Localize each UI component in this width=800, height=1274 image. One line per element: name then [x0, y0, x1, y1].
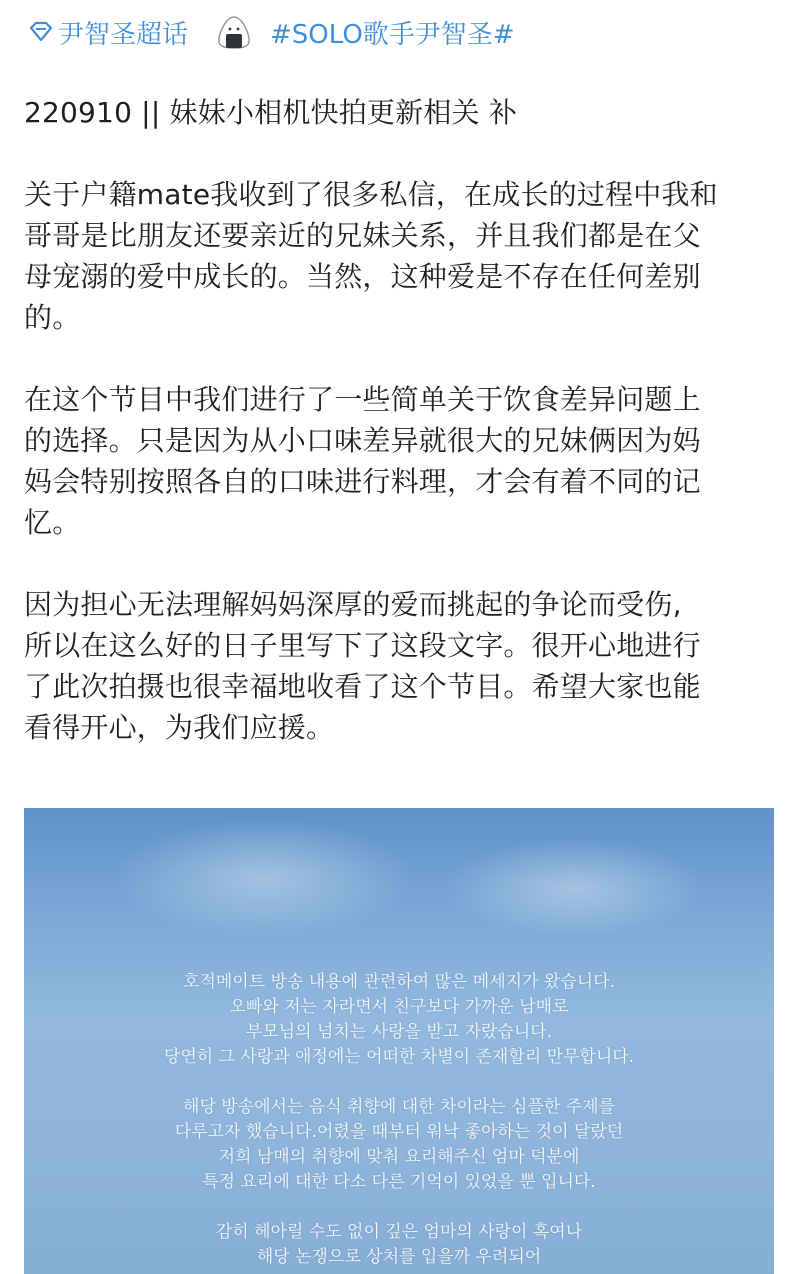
korean-line: 저희 남매의 취향에 맞춰 요리해주신 엄마 덕분에	[218, 1147, 580, 1167]
korean-line: 호적메이트 방송 내용에 관련하여 많은 메세지가 왔습니다.	[183, 972, 615, 992]
paragraph-line: 的。	[24, 301, 81, 334]
korean-line: 감히 헤아릴 수도 없이 깊은 엄마의 사랑이 혹여나	[215, 1222, 583, 1242]
korean-line: 부모님의 넘치는 사랑을 받고 자랐습니다.	[245, 1022, 553, 1042]
korean-statement	[24, 970, 774, 1270]
paragraph-line: 因为担心无法理解妈妈深厚的爱而挑起的争论而受伤,	[24, 588, 682, 621]
paragraph-line: 在这个节目中我们进行了一些简单关于饮食差异问题上	[24, 383, 701, 416]
paragraph-line: 母宠溺的爱中成长的。当然，这种爱是不存在任何差别	[24, 260, 701, 293]
paragraph-line: 所以在这么好的日子里写下了这段文字。很开心地进行	[24, 629, 701, 662]
korean-line: 해당 방송에서는 음식 취향에 대한 차이라는 심플한 주제를	[183, 1097, 615, 1117]
riceball-icon	[214, 12, 254, 52]
hashtag-link[interactable]	[270, 14, 515, 51]
korean-line: 해당 논쟁으로 상처를 입을까 우려되어	[256, 1247, 542, 1267]
cloud	[114, 818, 414, 938]
paragraph-line: 了此次拍摄也很幸福地收看了这个节目。希望大家也能	[24, 670, 701, 703]
supertopic-link[interactable]	[28, 14, 188, 51]
post-title: 220910 || 妹妹小相机快拍更新相关 补	[24, 96, 518, 129]
post-image[interactable]	[24, 808, 774, 1274]
paragraph-line: 忆。	[24, 506, 81, 539]
paragraph-line: 关于户籍mate我收到了很多私信，在成长的过程中我和	[24, 178, 718, 211]
paragraph-2	[24, 379, 784, 543]
hashtag-label: #SOLO歌手尹智圣#	[270, 19, 515, 50]
korean-line: 오빠와 저는 자라면서 친구보다 가까운 남매로	[229, 997, 569, 1017]
paragraph-line: 哥哥是比朋友还要亲近的兄妹关系，并且我们都是在父	[24, 219, 701, 252]
topic-bar	[28, 12, 780, 52]
post-body	[24, 92, 784, 748]
paragraph-line: 妈会特别按照各自的口味进行料理，才会有着不同的记	[24, 465, 701, 498]
paragraph-1	[24, 174, 784, 338]
line-gap	[24, 1070, 774, 1095]
line-gap	[24, 1195, 774, 1220]
paragraph-line: 看得开心，为我们应援。	[24, 711, 335, 744]
supertopic-label: 尹智圣超话	[58, 19, 189, 50]
diamond-icon	[28, 19, 54, 45]
korean-line: 특정 요리에 대한 다소 다른 기억이 있었을 뿐 입니다.	[202, 1172, 596, 1192]
korean-line: 다루고자 했습니다.어렸을 때부터 워낙 좋아하는 것이 달랐던	[174, 1122, 624, 1142]
korean-line: 당연히 그 사랑과 애정에는 어떠한 차별이 존재할리 만무합니다.	[163, 1047, 635, 1067]
paragraph-line: 的选择。只是因为从小口味差异就很大的兄妹俩因为妈	[24, 424, 701, 457]
cloud	[444, 838, 704, 938]
paragraph-3	[24, 584, 784, 748]
